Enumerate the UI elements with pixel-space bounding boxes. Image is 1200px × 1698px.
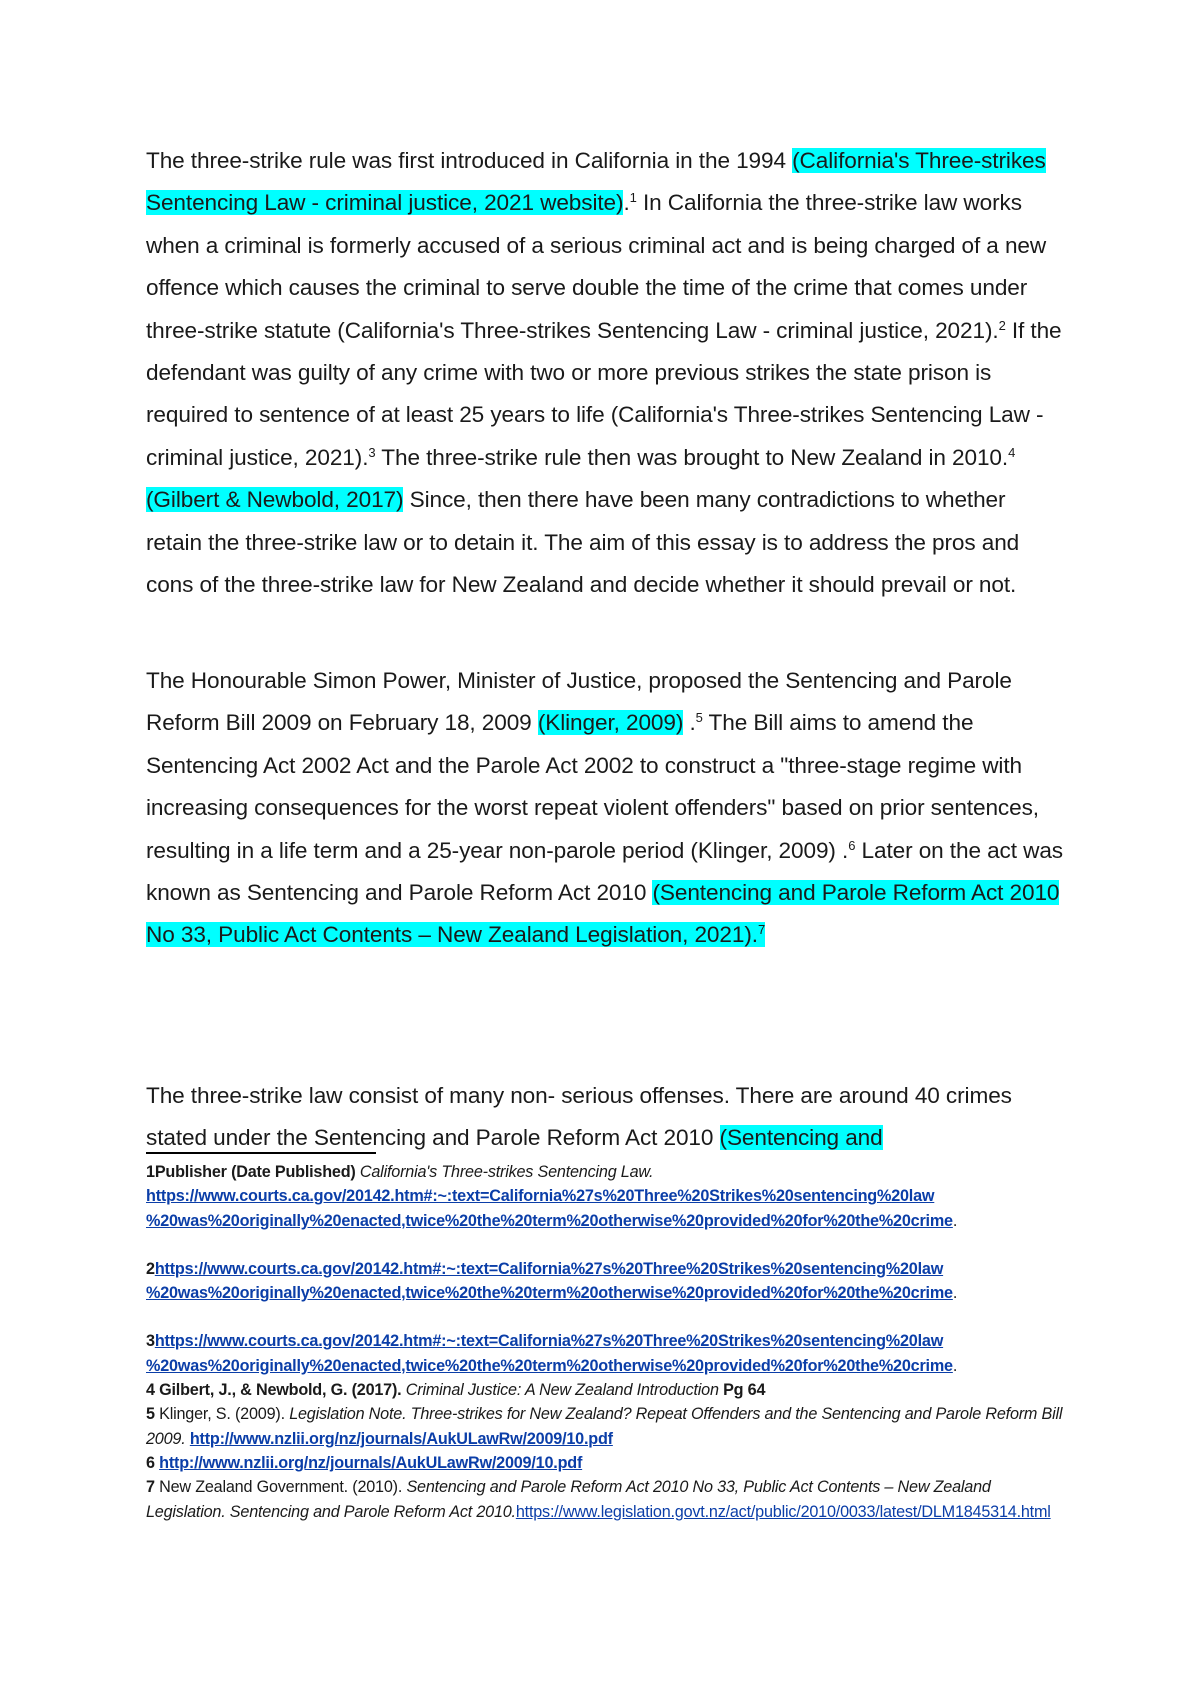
footnote-number: 2	[146, 1259, 155, 1278]
footnote-ref[interactable]: 4	[1008, 444, 1016, 460]
text-run: .	[623, 190, 630, 216]
text-run: The three-strike law consist of many non- serious offenses. There are around 40 crimes stated under the Sentencing and Parole Reform Act 2010	[146, 1083, 1012, 1151]
footnote-author: Publisher (Date Published)	[154, 1163, 356, 1181]
text-run: .	[952, 1356, 958, 1375]
footnote-number: 6	[146, 1453, 155, 1472]
footnote-3	[146, 1329, 1066, 1378]
highlighted-citation: (California's Three-strikes Sentencing Law - criminal justice, 2021 website)	[146, 148, 1046, 216]
footnote-title: Sentencing and Parole Reform Act 2010 No 33, Public Act Contents – New Zealand Legislation. Sentencing and Parole Reform Act 2010.	[146, 1478, 991, 1521]
footnote-page: Pg 64	[718, 1381, 766, 1400]
text-run: The three-strike rule was first introduced in California in the 1994	[146, 148, 793, 173]
footnote-link[interactable]: https://www.courts.ca.gov/20142.htm#:~:text=California%27s%20Three%20Strikes%20sentencing%20law	[154, 1259, 944, 1278]
text-run: The Honourable Simon Power, Minister of Justice, proposed the Sentencing and Parole Reform Bill 2009 on February 18, 2009	[146, 668, 1012, 736]
footnote-link[interactable]: https://www.courts.ca.gov/20142.htm#:~:text=California%27s%20Three%20Strikes%20sentencing%20law	[146, 1187, 935, 1206]
footnote-number: 4	[146, 1381, 155, 1400]
paragraph-offenses	[146, 1075, 1064, 1160]
footnote-ref[interactable]: 5	[695, 710, 703, 726]
paragraph-introduction	[146, 140, 1064, 606]
text-run: .	[952, 1211, 958, 1230]
footnote-number: 3	[146, 1332, 155, 1351]
highlighted-citation: (Klinger, 2009)	[537, 710, 684, 736]
citation-text: (Sentencing and Parole Reform Act 2010 No 33, Public Act Contents – New Zealand Legislation, 2021).	[146, 880, 1060, 948]
footnote-link[interactable]: https://www.legislation.govt.nz/act/public/2010/0033/latest/DLM1845314.html	[515, 1502, 1051, 1521]
footnote-7	[146, 1475, 1066, 1524]
footnote-link[interactable]: http://www.nzlii.org/nz/journals/AukULawRw/2009/10.pdf	[189, 1429, 613, 1448]
footnote-5	[146, 1402, 1066, 1451]
footnote-author: Klinger, S. (2009).	[154, 1405, 285, 1424]
footnote-link[interactable]: http://www.nzlii.org/nz/journals/AukULawRw/2009/10.pdf	[159, 1453, 583, 1472]
text-run: The three-strike rule then was brought to New Zealand in 2010.	[375, 444, 1009, 470]
text-run: Since, then there have been many contradictions to whether retain the three-strike law or to detain it. The aim of this essay is to address the pros and cons of the three-strike law for New Zealand and decide whether it should prevail or not.	[146, 487, 1020, 598]
footnote-ref[interactable]: 3	[368, 444, 376, 460]
footnote-title: Criminal Justice: A New Zealand Introduction	[401, 1381, 719, 1400]
text-run: The Bill aims to amend the Sentencing Act 2002 Act and the Parole Act 2002 to construct a "three-stage regime with increasing consequences for the worst repeat violent offenders" based on prior sentences, resulting in a life term and a 25-year non-parole period (Klinger, 2009) .	[146, 710, 1039, 863]
text-run: In California the three-strike law works when a criminal is formerly accused of a serious criminal act and is being charged of a new offence which causes the criminal to serve double the time of the crime that comes under three-strike statute (California's Three-strikes Sentencing Law - criminal justice, 2021).	[146, 190, 1047, 343]
footnote-title: Legislation Note. Three-strikes for New Zealand? Repeat Offenders and the Sentencing and Parole Reform Bill 2009.	[146, 1405, 1063, 1448]
footnote-number: 1	[146, 1163, 155, 1181]
footnote-4	[146, 1378, 1066, 1402]
highlighted-citation: (Sentencing and	[719, 1125, 883, 1151]
footnote-separator	[146, 1152, 376, 1154]
paragraph-reform-bill	[146, 660, 1064, 957]
footnote-link[interactable]: %20was%20originally%20enacted,twice%20the%20term%20otherwise%20provided%20for%20the%20crime	[146, 1211, 953, 1230]
footnote-2	[146, 1257, 1066, 1306]
footnote-6	[146, 1451, 1066, 1475]
footnote-link[interactable]: %20was%20originally%20enacted,twice%20the%20term%20otherwise%20provided%20for%20the%20crime	[146, 1356, 953, 1375]
footnote-link[interactable]: %20was%20originally%20enacted,twice%20the%20term%20otherwise%20provided%20for%20the%20crime	[146, 1284, 953, 1303]
footnote-ref[interactable]: 1	[629, 190, 637, 206]
footnote-1	[146, 1160, 1066, 1233]
highlighted-citation: (Gilbert & Newbold, 2017)	[146, 487, 404, 513]
text-run: .	[683, 710, 696, 736]
footnotes-section	[146, 1160, 1066, 1524]
footnote-number: 7	[146, 1478, 155, 1497]
footnote-author: Gilbert, J., & Newbold, G. (2017).	[154, 1381, 402, 1400]
footnote-author: New Zealand Government. (2010).	[154, 1478, 403, 1497]
text-run: If the defendant was guilty of any crime with two or more previous strikes the state prison is required to sentence of at least 25 years to life (California's Three-strikes Sentencing Law - criminal justice, 2021).	[146, 317, 1062, 470]
footnote-ref[interactable]: 6	[848, 837, 856, 853]
footnote-title: California's Three-strikes Sentencing Law.	[355, 1163, 654, 1181]
footnote-ref[interactable]: 7	[757, 922, 766, 938]
footnote-number: 5	[146, 1405, 155, 1424]
footnote-link[interactable]: https://www.courts.ca.gov/20142.htm#:~:text=California%27s%20Three%20Strikes%20sentencing%20law	[154, 1332, 944, 1351]
footnote-ref[interactable]: 2	[998, 317, 1006, 333]
text-run: .	[952, 1284, 958, 1303]
text-run: Later on the act was known as Sentencing and Parole Reform Act 2010	[146, 837, 1063, 906]
